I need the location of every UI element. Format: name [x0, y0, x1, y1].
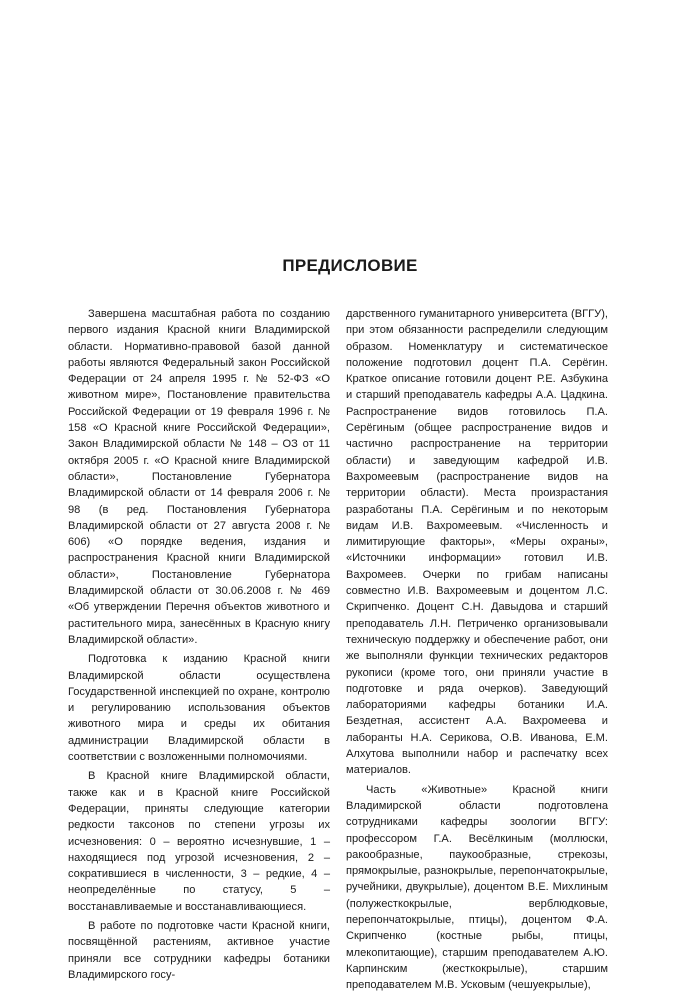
paragraph: В Красной книге Владимирской области, также как и в Красной книге Российской Федерации, приняты следующие категории редкости таксонов по степени угрозы их исчезновения: 0 – вероятно исчезнувшие, 1 – находящиеся под угрозой исчезновения, 2 – сократившиеся в численности, 3 – редкие, 4 – неопределённые по статусу, 5 – восстанавливаемые и восстанавливающиеся. — [68, 770, 330, 913]
paragraph: Часть «Животные» Красной книги Владимирской области подготовлена сотрудниками кафедры зоологии ВГГУ: профессором Г.А. Весёлкиным (моллюски, ракообразные, паукообразные, стрекозы, прямокрылые, разнокрылые, перепончатокрылые, ручейники, двукрылые), доцентом В.Е. Михлиным (полужесткокрылые, верблюдковые, перепончатокрылые, птицы), доцентом Ф.А. Скрипченко (костные рыбы, птицы, млекопитающие), старшим преподавателем А.Ю. Карпинским (жесткокрылые), старшим преподавателем М.В. Усковым (чешуекрылые), — [346, 783, 608, 992]
paragraph: В работе по подготовке части Красной книги, посвящённой растениям, активное участие приняли все сотрудники кафедры ботаники Владимирского госу- — [68, 919, 330, 981]
paragraph: Подготовка к изданию Красной книги Владимирской области осуществлена Государственной инспекцией по охране, контролю и регулированию использования объектов животного мира и среды их обитания администрации Владимирской области в соответствии с возложенными полномочиями. — [68, 653, 330, 764]
right-column — [346, 306, 608, 996]
left-column — [68, 306, 330, 986]
page-title: ПРЕДИСЛОВИЕ — [282, 256, 418, 275]
paragraph-continuation: дарственного гуманитарного университета (ВГГУ), при этом обязанности распределили следующим образом. Номенклатуру и систематическое положение подготовил доцент П.А. Серёгин. Краткое описание готовили доцент Р.Е. Азбукина и старший преподаватель кафедры А.А. Цадкина. Распространение видов готовилось П.А. Серёгиным (общее распространение видов и частично распространение на территории области) и заведующим кафедрой И.В. Вахромеевым (распространение видов на территории области). Места произрастания разработаны П.А. Серёгиным и по некоторым видам И.В. Вахромеевым. «Численность и лимитирующие факторы», «Меры охраны», «Источники информации» готовил И.В. Вахромеев. Очерки по грибам написаны совместно И.В. Вахромеевым и доцентом Л.С. Скрипченко. Доцент С.Н. Давыдова и старший преподаватель Л.Н. Петриченко организовывали техническую поддержку и обеспечение работ, они же выполняли функции технических редакторов рукописи (кроме того, они приняли участие в подготовке и ряда очерков). Заведующий лабораториями кафедры ботаники И.А. Бездетная, ассистент А.А. Вахромеева и лаборанты Н.А. Серикова, О.В. Иванова, Е.М. Алхутова выполнили набор и распечатку всех материалов. — [346, 308, 608, 777]
paragraph: Завершена масштабная работа по созданию первого издания Красной книги Владимирской области. Нормативно-правовой базой данной работы являются Федеральный закон Российской Федерации от 24 апреля 1995 г. № 52-ФЗ «О животном мире», Постановление правительства Российской Федерации от 19 февраля 1996 г. № 158 «О Красной книге Российской Федерации», Закон Владимирской области № 148 – ОЗ от 11 октября 2005 г. «О Красной книге Владимирской области», Постановление Губернатора Владимирской области от 14 февраля 2006 г. № 98 (в ред. Постановления Губернатора Владимирской области от 27 августа 2008 г. № 606) «О порядке ведения, издания и распространения Красной книги Владимирской области», Постановление Губернатора Владимирской области от 30.06.2008 г. № 469 «Об утверждении Перечня объектов животного и растительного мира, занесённых в Красную книгу Владимирской области». — [68, 308, 330, 646]
